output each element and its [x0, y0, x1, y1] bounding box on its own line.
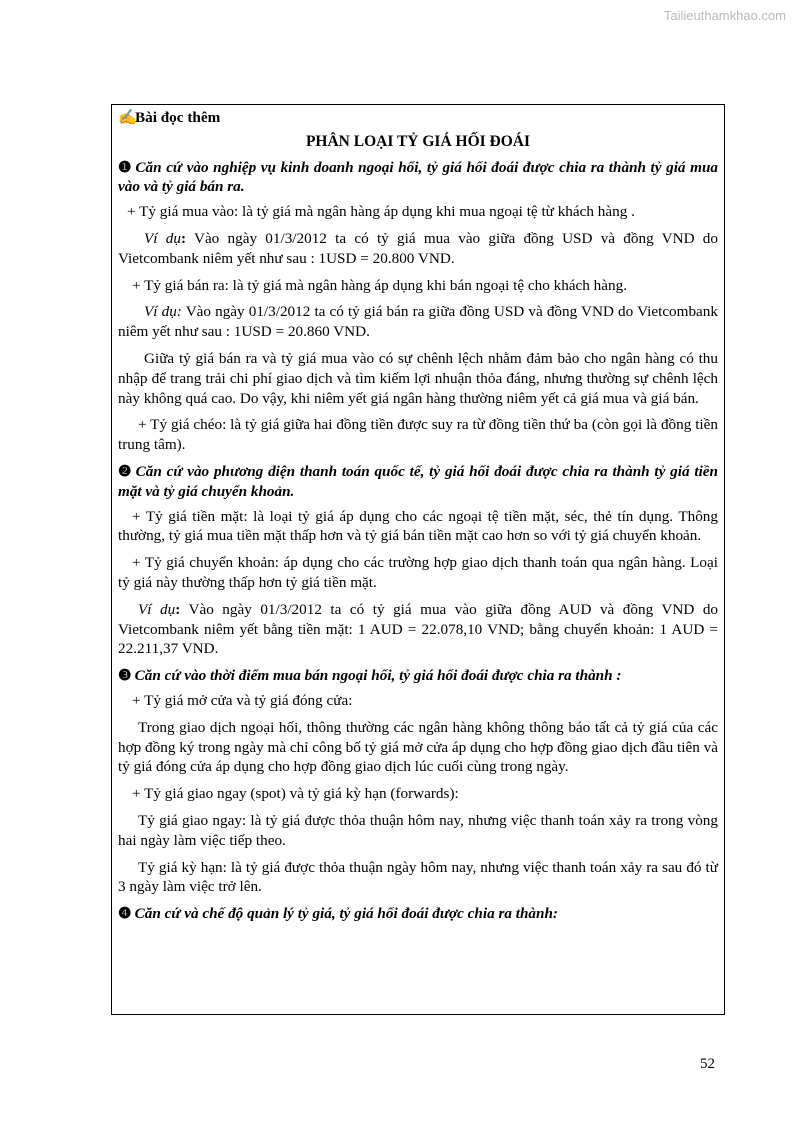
number-2-icon: ❷: [118, 462, 133, 480]
section-2-heading: [118, 462, 718, 502]
spot-rate-paragraph: Tỷ giá giao ngay: là tỷ giá được thỏa thuận hôm nay, nhưng việc thanh toán xảy ra trong vòng hai ngày làm việc tiếp theo.: [118, 811, 718, 849]
box-header: [118, 108, 718, 128]
open-close-detail-paragraph: Trong giao dịch ngoại hối, thông thường các ngân hàng không thông báo tất cả tỷ giá của các hợp đồng ký trong ngày mà chỉ công bố tỷ giá mở cửa áp dụng cho hợp đồng giao dịch đầu tiên và tỷ giá đóng cửa áp dụng cho hợp đồng giao dịch lúc cuối cùng trong ngày.: [118, 718, 718, 776]
cross-rate-paragraph: + Tỷ giá chéo: là tỷ giá giữa hai đồng tiền được suy ra từ đồng tiền thứ ba (còn gọi là đồng tiền trung tâm).: [118, 416, 718, 454]
example-colon: :: [180, 229, 186, 247]
pen-icon: ✍: [118, 109, 137, 126]
sell-rate-paragraph: + Tỷ giá bán ra: là tỷ giá mà ngân hàng áp dụng khi bán ngoại tệ cho khách hàng.: [132, 276, 627, 294]
example-text: Vào ngày 01/3/2012 ta có tỷ giá mua vào giữa đồng AUD và đồng VND do Vietcombank niêm yết bằng tiền mặt: 1 AUD = 22.078,10 VND; bằng chuyển khoản: 1 AUD = 22.211,37 VND.: [118, 600, 719, 658]
example-label: Ví dụ: [144, 229, 181, 247]
buy-rate-paragraph: + Tỷ giá mua vào: là tỷ giá mà ngân hàng áp dụng khi mua ngoại tệ từ khách hàng .: [127, 203, 635, 221]
example-2: [118, 302, 718, 342]
transfer-rate-paragraph: + Tỷ giá chuyển khoản: áp dụng cho các trường hợp giao dịch thanh toán qua ngân hàng. Loại tỷ giá này thường thấp hơn tỷ giá tiền mặt.: [118, 554, 718, 591]
spot-forward-paragraph: + Tỷ giá giao ngay (spot) và tỷ giá kỳ hạn (forwards):: [132, 785, 459, 803]
example-colon: :: [175, 600, 181, 618]
cash-rate-paragraph: + Tỷ giá tiền mặt: là loại tỷ giá áp dụng cho các ngoại tệ tiền mặt, séc, thẻ tín dụng. Thông thường, tỷ giá mua tiền mặt thấp hơn và tỷ giá bán tiền mặt cao hơn so với tỷ giá chuyển khoản.: [118, 507, 718, 545]
section-4-heading-text: Căn cứ và chế độ quản lý tỷ giá, tỷ giá hối đoái được chia ra thành:: [134, 905, 558, 923]
section-1-heading: [118, 158, 718, 198]
example-3: [118, 600, 718, 659]
example-1: [118, 229, 718, 269]
example-text: Vào ngày 01/3/2012 ta có tỷ giá bán ra giữa đồng USD và đồng VND do Vietcombank niêm yết như sau : 1USD = 20.860 VND.: [118, 303, 718, 341]
number-1-icon: ❶: [118, 158, 133, 176]
spread-paragraph: Giữa tỷ giá bán ra và tỷ giá mua vào có sự chênh lệch nhằm đảm bảo cho ngân hàng có thu nhập để trang trải chi phí giao dịch và tìm kiếm lợi nhuận thỏa đáng, nhưng thường sự chênh lệch này không quá cao. Do vậy, khi niêm yết giá ngân hàng thường niêm yết cả giá mua và giá bán.: [118, 349, 718, 407]
reading-box: [111, 104, 725, 1015]
example-label: Ví dụ: [138, 600, 176, 618]
section-3-heading: [118, 666, 718, 686]
box-header-label: Bài đọc thêm: [135, 109, 221, 126]
forward-rate-paragraph: Tỷ giá kỳ hạn: là tỷ giá được thỏa thuận ngày hôm nay, nhưng việc thanh toán xảy ra sau đó từ 3 ngày làm việc trở lên.: [118, 858, 718, 896]
section-1-heading-text: Căn cứ vào nghiệp vụ kinh doanh ngoại hối, tỷ giá hối đoái được chia ra thành tỷ giá mua vào và tỷ giá bán ra.: [118, 158, 718, 196]
watermark: Tailieuthamkhao.com: [663, 8, 786, 23]
open-close-rate-paragraph: + Tỷ giá mở cửa và tỷ giá đóng cửa:: [132, 691, 353, 709]
number-4-icon: ❹: [118, 905, 132, 923]
section-3-heading-text: Căn cứ vào thời điểm mua bán ngoại hối, tỷ giá hối đoái được chia ra thành :: [134, 667, 622, 685]
section-2-heading-text: Căn cứ vào phương diện thanh toán quốc tế, tỷ giá hối đoái được chia ra thành tỷ giá tiền mặt và tỷ giá chuyển khoản.: [118, 462, 718, 500]
number-3-icon: ❸: [118, 667, 132, 685]
page-number: 52: [700, 1056, 715, 1072]
example-text: Vào ngày 01/3/2012 ta có tỷ giá mua vào giữa đồng USD và đồng VND do Vietcombank niêm yết như sau : 1USD = 20.800 VND.: [118, 229, 718, 267]
example-label: Ví dụ:: [144, 303, 182, 321]
document-title: PHÂN LOẠI TỶ GIÁ HỐI ĐOÁI: [305, 132, 531, 150]
section-4-heading: [118, 904, 718, 924]
